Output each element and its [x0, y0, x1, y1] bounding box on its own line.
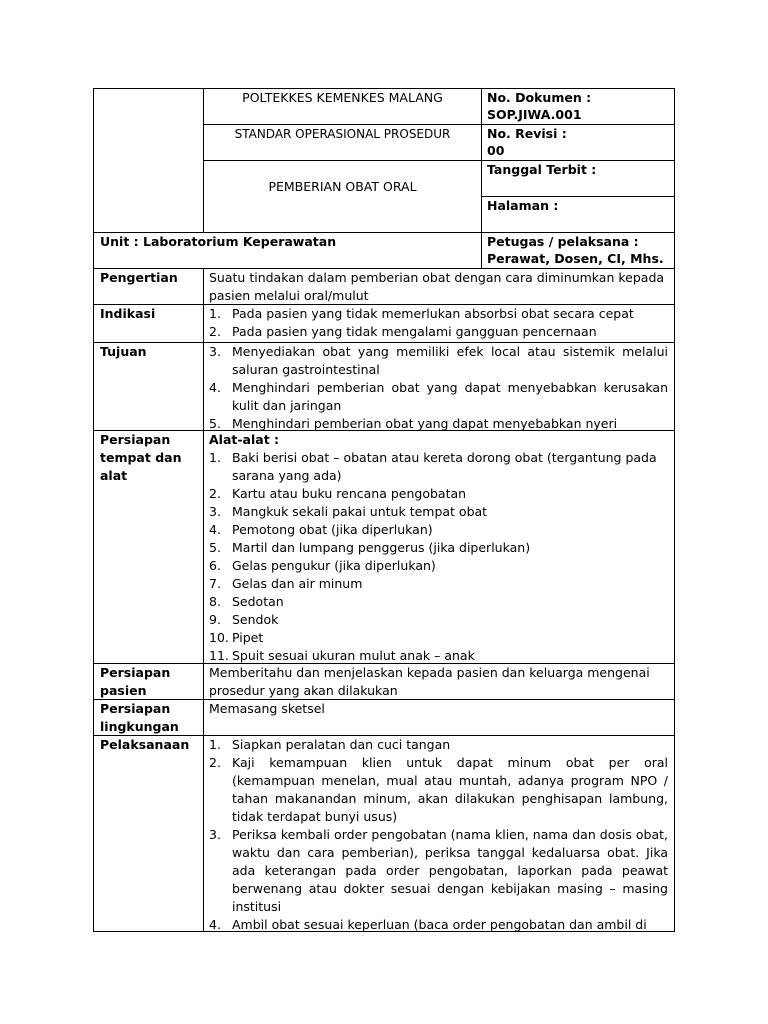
table-border [203, 160, 675, 161]
list-item: 3. Menyediakan obat yang memiliki efek local atau sistemik melalui saluran gastrointestinal [209, 344, 668, 377]
list-item: 6. Gelas pengukur (jika diperlukan) [209, 558, 436, 573]
page-title: PEMBERIAN OBAT ORAL [268, 179, 417, 194]
doc-number-label: No. Dokumen : [487, 90, 592, 105]
row-label-persiapan-alat: alat [100, 468, 128, 483]
list-item: 5. Martil dan lumpang penggerus (jika diperlukan) [209, 540, 531, 555]
table-border [93, 88, 94, 932]
list-item: 7. Gelas dan air minum [209, 576, 363, 591]
row-label-persiapan-lingkungan: Persiapan [100, 701, 171, 716]
list-item: 4. Menghindari pemberian obat yang dapat menyebabkan kerusakan kulit dan jaringan [209, 380, 668, 413]
list-item: 2. Kartu atau buku rencana pengobatan [209, 486, 467, 501]
table-border [203, 268, 204, 932]
page-number-label: Halaman : [487, 198, 559, 213]
table-border [674, 88, 675, 932]
pelaksanaan-list [209, 736, 668, 934]
doc-number-value: SOP.JIWA.001 [487, 107, 582, 122]
indikasi-list [209, 305, 669, 341]
list-item: 3. Mangkuk sekali pakai untuk tempat obat [209, 504, 488, 519]
row-label-persiapan-pasien: Persiapan [100, 665, 171, 680]
alat-list [209, 449, 669, 665]
officer-value: Perawat, Dosen, CI, Mhs. [487, 251, 664, 266]
row-label-pengertian: Pengertian [100, 270, 178, 285]
unit-label: Unit : Laboratorium Keperawatan [100, 234, 337, 249]
list-item: 1. Baki berisi obat – obatan atau kereta dorong obat (tergantung pada sarana yang ada) [209, 450, 657, 483]
revision-label: No. Revisi : [487, 126, 567, 141]
list-item: 4. Pemotong obat (jika diperlukan) [209, 522, 433, 537]
list-item: 1. Siapkan peralatan dan cuci tangan [209, 737, 451, 752]
table-border [203, 88, 204, 233]
row-label-pelaksanaan: Pelaksanaan [100, 737, 190, 752]
list-item: 5. Menghindari pemberian obat yang dapat menyebabkan nyeri [209, 416, 618, 431]
row-label-persiapan-alat: tempat dan [100, 450, 182, 465]
alat-heading: Alat-alat : [209, 432, 280, 447]
tujuan-list [209, 343, 668, 433]
list-item: 9. Sendok [209, 612, 279, 627]
list-item: 2. Pada pasien yang tidak mengalami gangguan pencernaan [209, 324, 597, 339]
revision-value: 00 [487, 143, 505, 158]
list-item: 11. Spuit sesuai ukuran mulut anak – anak [209, 648, 475, 663]
table-border [481, 88, 482, 268]
row-label-indikasi: Indikasi [100, 306, 156, 321]
doc-type: STANDAR OPERASIONAL PROSEDUR [234, 127, 451, 141]
persiapan-pasien-text: Memberitahu dan menjelaskan kepada pasien dan keluarga mengenai prosedur yang akan dilakukan [209, 665, 650, 698]
pengertian-text: Suatu tindakan dalam pemberian obat dengan cara diminumkan kepada pasien melalui oral/mulut [209, 270, 665, 303]
list-item: 8. Sedotan [209, 594, 284, 609]
row-label-tujuan: Tujuan [100, 344, 147, 359]
officer-label: Petugas / pelaksana : [487, 234, 639, 249]
issue-date-label: Tanggal Terbit : [487, 162, 597, 177]
persiapan-lingkungan-text: Memasang sketsel [209, 701, 325, 716]
row-label-persiapan-alat: Persiapan [100, 432, 171, 447]
row-label-persiapan-lingkungan: lingkungan [100, 719, 179, 734]
row-label-persiapan-pasien: pasien [100, 683, 147, 698]
list-item: 1. Pada pasien yang tidak memerlukan absorbsi obat secara cepat [209, 306, 634, 321]
list-item: 10. Pipet [209, 630, 264, 645]
institution-name: POLTEKKES KEMENKES MALANG [242, 90, 443, 105]
list-item: 2. Kaji kemampuan klien untuk dapat minum obat per oral (kemampuan menelan, mual atau muntah, adanya program NPO / tahan makanandan minum, akan dilakukan penghisapan lambung, tidak terdapat bunyi usus) [209, 755, 668, 824]
list-item: 3. Periksa kembali order pengobatan (nama klien, nama dan dosis obat, waktu dan cara pemberian), periksa tanggal kedaluarsa obat. Jika ada keterangan pada order pengobatan, laporkan pada peawat berwenang atau dokter sesuai dengan kebijakan masing – masing institusi [209, 827, 668, 914]
list-item: 4. Ambil obat sesuai keperluan (baca order pengobatan dan ambil di [209, 917, 647, 932]
